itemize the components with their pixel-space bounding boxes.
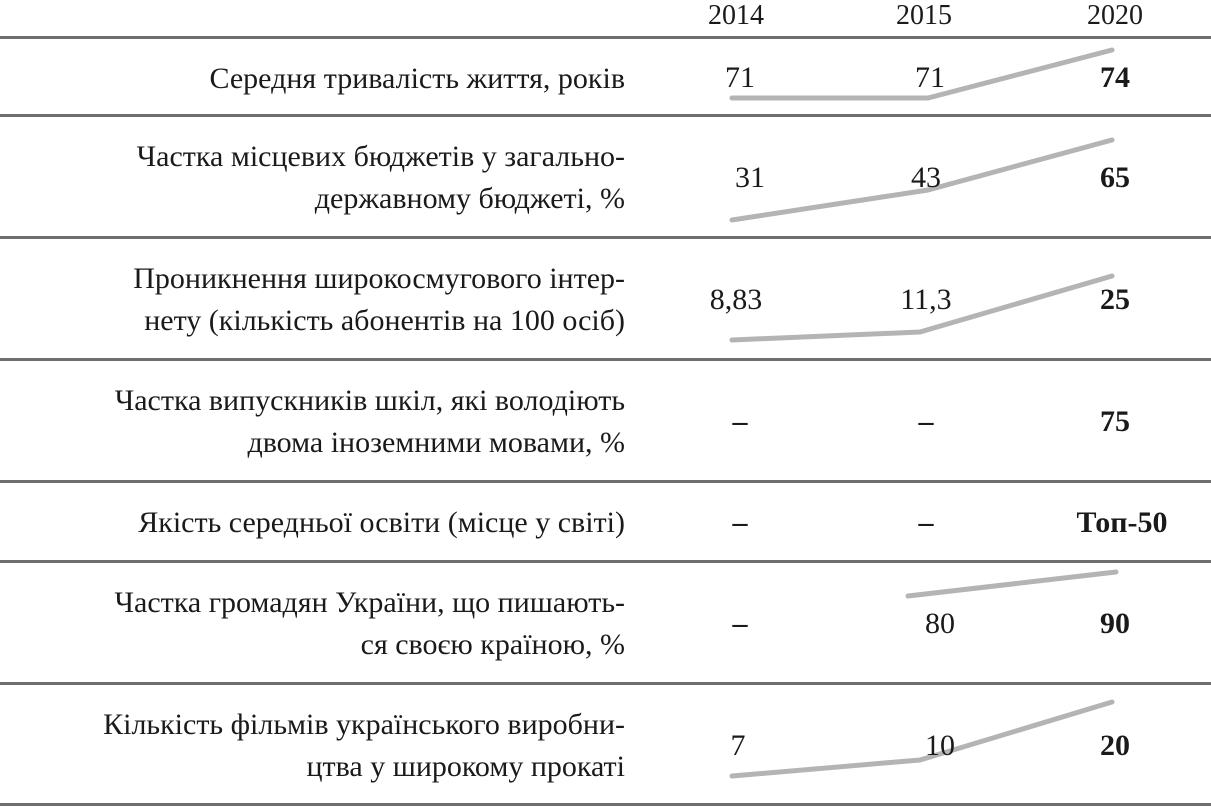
row-label-line: Якість середньої освіти (місце у світі)	[138, 506, 625, 539]
cell-2015: –	[918, 405, 934, 438]
cell-2014: –	[732, 607, 748, 640]
row-label	[5, 58, 625, 100]
cell-2020: 75	[1100, 405, 1130, 438]
cell-2014: 7	[730, 729, 746, 762]
cell-2020: 74	[1100, 61, 1130, 94]
row-label-line: Частка громадян України, що пишають-	[114, 586, 625, 619]
table-rule	[0, 803, 1211, 806]
table-rule	[0, 36, 1211, 39]
table-rule	[0, 114, 1211, 117]
row-label-line: Проникнення широкосмугового інтер-	[133, 262, 625, 295]
cell-2020: 65	[1100, 161, 1130, 194]
row-label	[5, 380, 625, 464]
row-label-line: ся своєю країною, %	[360, 628, 625, 661]
year-header-2015: 2015	[896, 0, 952, 31]
cell-2015: 11,3	[900, 283, 952, 316]
year-header-2014: 2014	[708, 0, 764, 31]
table-rule	[0, 682, 1211, 685]
cell-2014: –	[732, 405, 748, 438]
cell-2014: 31	[735, 161, 765, 194]
cell-2014: –	[732, 506, 748, 539]
row-label-line: Кількість фільмів українського виробни-	[103, 708, 625, 741]
cell-2015: 43	[911, 161, 941, 194]
cell-2014: 71	[725, 61, 755, 94]
cell-2020: 90	[1100, 607, 1130, 640]
year-header-2020: 2020	[1087, 0, 1143, 31]
row-label-line: двома іноземними мовами, %	[247, 426, 625, 459]
table-rule	[0, 560, 1211, 563]
cell-2015: 71	[915, 61, 945, 94]
cell-2020: 20	[1100, 729, 1130, 762]
row-label-line: нету (кількість абонентів на 100 осіб)	[144, 304, 625, 337]
row-label-line: Середня тривалість життя, років	[209, 62, 625, 95]
row-label	[5, 502, 625, 544]
cell-2015: –	[918, 506, 934, 539]
row-label-line: Частка місцевих бюджетів у загально-	[136, 140, 625, 173]
cell-2015: 80	[925, 607, 955, 640]
row-label-line: цтва у широкому прокаті	[306, 750, 625, 783]
row-label	[5, 258, 625, 342]
row-label-line: Частка випускників шкіл, які володіють	[114, 384, 625, 417]
row-label-line: державному бюджеті, %	[314, 182, 625, 215]
cell-2014: 8,83	[709, 283, 763, 316]
row-label	[5, 136, 625, 220]
table-rule	[0, 236, 1211, 239]
cell-2020: 25	[1100, 283, 1130, 316]
table-rule	[0, 358, 1211, 361]
trend-line-row-6	[908, 572, 1116, 596]
table-rule	[0, 480, 1211, 483]
row-label	[5, 704, 625, 788]
cell-2015: 10	[925, 729, 955, 762]
row-label	[5, 582, 625, 666]
cell-2020: Топ-50	[1076, 506, 1168, 539]
